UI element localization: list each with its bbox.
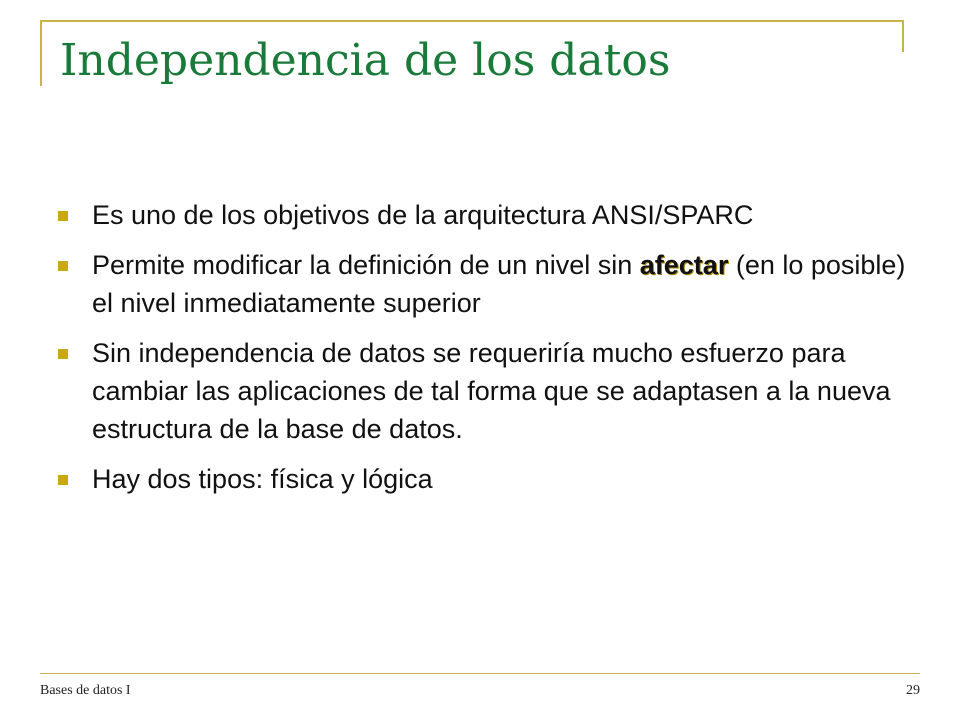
bullet-item xyxy=(58,246,926,322)
footer-course-name: Bases de datos I xyxy=(40,683,131,698)
bullet-item xyxy=(58,334,926,448)
slide-title: Independencia de los datos xyxy=(60,35,671,86)
bullet-text-end: (en lo posible) el nivel inmediatamente superior xyxy=(92,250,906,318)
bullet-text: Hay dos tipos: física y lógica xyxy=(92,464,433,494)
square-bullet-icon xyxy=(58,349,68,359)
bullet-item xyxy=(58,196,926,234)
bullet-text-start: Permite modificar la definición de un nivel sin xyxy=(92,250,640,280)
bullet-list xyxy=(58,196,926,510)
frame-right-line xyxy=(902,20,904,52)
bullet-text: Es uno de los objetivos de la arquitectura ANSI/SPARC xyxy=(92,200,754,230)
square-bullet-icon xyxy=(58,261,68,271)
frame-top-line xyxy=(40,20,904,22)
bullet-item xyxy=(58,460,926,498)
bullet-text: Sin independencia de datos se requeriría mucho esfuerzo para cambiar las aplicaciones de tal forma que se adaptasen a la nueva estructura de la base de datos. xyxy=(92,338,891,444)
square-bullet-icon xyxy=(58,475,68,485)
footer-divider xyxy=(40,673,920,674)
page-number: 29 xyxy=(906,683,920,698)
frame-left-line xyxy=(40,20,42,86)
square-bullet-icon xyxy=(58,211,68,221)
emphasized-word: afectar xyxy=(639,250,729,280)
